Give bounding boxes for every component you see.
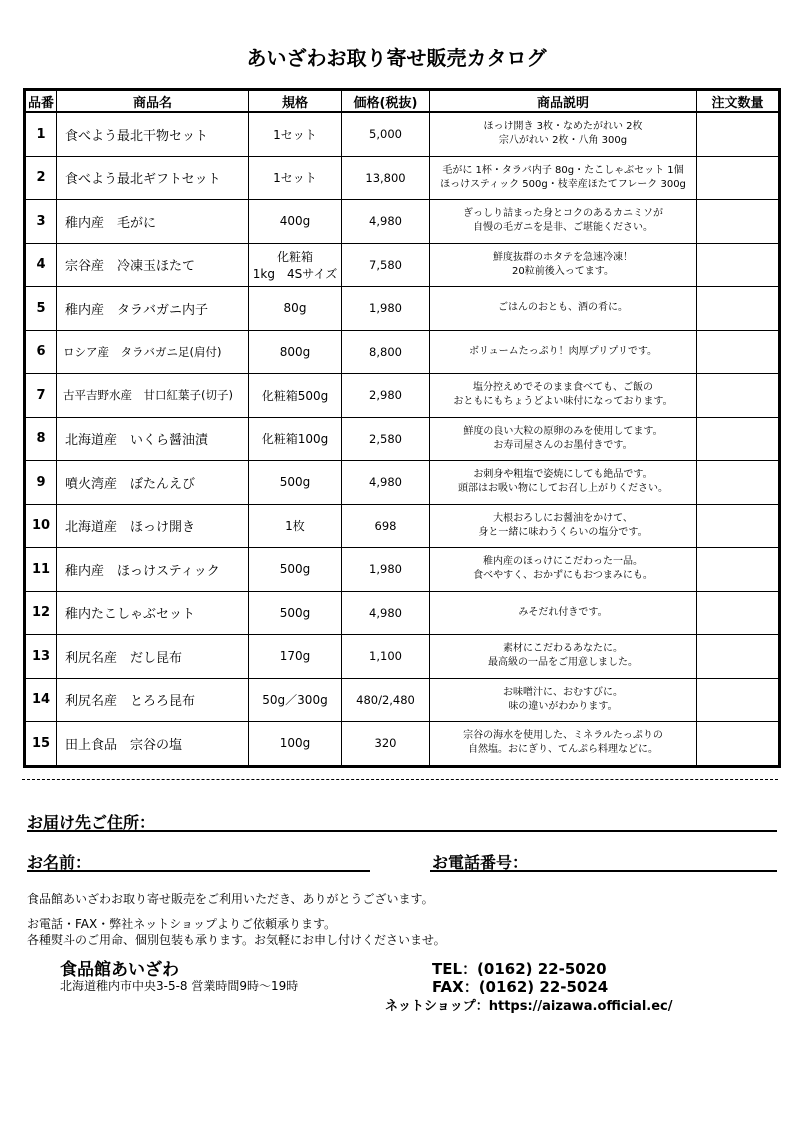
item-name: 北海道産 いくら醤油漬 — [57, 417, 249, 461]
table-row — [25, 200, 780, 244]
item-name: ロシア産 タラバガニ足(肩付) — [57, 330, 249, 374]
item-description — [430, 548, 697, 592]
header-price: 価格(税抜) — [342, 90, 430, 113]
item-description — [430, 243, 697, 287]
header-no: 品番 — [25, 90, 57, 113]
desc-line-1: 素材にこだわるあなたに。 — [503, 643, 623, 655]
product-table — [23, 88, 781, 768]
item-number: 2 — [25, 156, 57, 200]
item-number: 11 — [25, 548, 57, 592]
item-price: 8,800 — [342, 330, 430, 374]
item-spec — [249, 330, 342, 374]
header-spec: 規格 — [249, 90, 342, 113]
desc-line-2: ほっけスティック 500g・枝幸産ほたてフレーク 300g — [440, 178, 686, 190]
spec-line: 化粧箱 — [276, 249, 313, 264]
desc-line-2: 味の違いがわかります。 — [508, 700, 618, 712]
item-number: 6 — [25, 330, 57, 374]
desc-line-1: ボリュームたっぷり！肉厚プリプリです。 — [468, 345, 658, 357]
spec-line: 500g — [279, 605, 311, 620]
item-price: 480/2,480 — [342, 678, 430, 722]
order-quantity-cell[interactable] — [697, 243, 780, 287]
item-spec — [249, 374, 342, 418]
spec-line: 500g — [279, 562, 311, 577]
spec-line: 80g — [283, 301, 307, 316]
item-spec — [249, 461, 342, 505]
desc-line-2: 最高級の一品をご用意しました。 — [488, 657, 638, 669]
item-number: 10 — [25, 504, 57, 548]
item-price: 1,980 — [342, 548, 430, 592]
item-name: 稚内産 ほっけスティック — [57, 548, 249, 592]
item-spec — [249, 156, 342, 200]
order-quantity-cell[interactable] — [697, 112, 780, 156]
table-row — [25, 374, 780, 418]
item-description — [430, 374, 697, 418]
desc-line-2: 自慢の毛ガニを是非、ご堪能ください。 — [473, 222, 653, 234]
order-quantity-cell[interactable] — [697, 374, 780, 418]
desc-line-1: ぎっしり詰まった身とコクのあるカニミソが — [463, 208, 663, 220]
item-spec — [249, 504, 342, 548]
item-description — [430, 461, 697, 505]
item-price: 320 — [342, 722, 430, 767]
item-price: 2,580 — [342, 417, 430, 461]
item-price: 698 — [342, 504, 430, 548]
order-quantity-cell[interactable] — [697, 722, 780, 767]
order-quantity-cell[interactable] — [697, 287, 780, 331]
item-spec — [249, 417, 342, 461]
order-quantity-cell[interactable] — [697, 461, 780, 505]
item-description — [430, 112, 697, 156]
order-quantity-cell[interactable] — [697, 591, 780, 635]
spec-line: 400g — [279, 214, 311, 229]
item-spec — [249, 112, 342, 156]
desc-line-1: ごはんのおとも、酒の肴に。 — [498, 302, 628, 314]
item-number: 1 — [25, 112, 57, 156]
item-description — [430, 722, 697, 767]
phone-label: お電話番号： — [432, 853, 529, 872]
phone-field[interactable] — [430, 870, 777, 872]
item-number: 7 — [25, 374, 57, 418]
table-row — [25, 417, 780, 461]
item-price: 4,980 — [342, 461, 430, 505]
note-thanks: 食品館あいざわお取り寄せ販売をご利用いただき、ありがとうございます。 — [27, 892, 434, 906]
item-name: 利尻名産 だし昆布 — [57, 635, 249, 679]
table-row — [25, 243, 780, 287]
item-spec — [249, 635, 342, 679]
item-spec — [249, 722, 342, 767]
order-quantity-cell[interactable] — [697, 200, 780, 244]
item-name: 稚内産 タラバガニ内子 — [57, 287, 249, 331]
table-row — [25, 722, 780, 767]
item-description — [430, 156, 697, 200]
item-name: 利尻名産 とろろ昆布 — [57, 678, 249, 722]
table-row — [25, 287, 780, 331]
item-name: 田上食品 宗谷の塩 — [57, 722, 249, 767]
table-row — [25, 635, 780, 679]
item-number: 12 — [25, 591, 57, 635]
item-description — [430, 635, 697, 679]
item-name: 食べよう最北ギフトセット — [57, 156, 249, 200]
item-price: 4,980 — [342, 200, 430, 244]
header-name: 商品名 — [57, 90, 249, 113]
order-quantity-cell[interactable] — [697, 504, 780, 548]
item-number: 9 — [25, 461, 57, 505]
desc-line-2: 宗八がれい 2枚・八角 300g — [498, 135, 628, 147]
table-header — [25, 90, 780, 113]
name-label: お名前： — [27, 853, 92, 872]
table-row — [25, 548, 780, 592]
desc-line-2: お寿司屋さんのお墨付きです。 — [493, 439, 633, 451]
item-spec — [249, 243, 342, 287]
item-description — [430, 504, 697, 548]
spec-line: 化粧箱100g — [261, 432, 329, 447]
table-row — [25, 156, 780, 200]
item-description — [430, 417, 697, 461]
item-number: 3 — [25, 200, 57, 244]
spec-line: 化粧箱500g — [261, 388, 329, 403]
desc-line-1: お味噌汁に、おむすびに。 — [503, 686, 623, 698]
desc-line-2: 頭部はお吸い物にしてお召し上がりください。 — [458, 483, 668, 495]
item-name: 稚内産 毛がに — [57, 200, 249, 244]
item-description — [430, 591, 697, 635]
desc-line-1: お刺身や粗塩で姿焼にしても絶品です。 — [473, 469, 653, 481]
order-quantity-cell[interactable] — [697, 156, 780, 200]
item-price: 2,980 — [342, 374, 430, 418]
item-description — [430, 287, 697, 331]
shop-address: 北海道稚内市中央3-5-8 営業時間9時～19時 — [60, 979, 299, 993]
shop-fax: FAX：(0162) 22-5024 — [432, 978, 609, 996]
spec-line: 1セット — [273, 171, 317, 186]
spec-line: 100g — [279, 736, 311, 751]
table-row — [25, 591, 780, 635]
item-name: 噴火湾産 ぼたんえび — [57, 461, 249, 505]
name-field[interactable] — [27, 870, 370, 872]
item-number: 14 — [25, 678, 57, 722]
order-quantity-cell[interactable] — [697, 678, 780, 722]
desc-line-1: 塩分控えめでそのまま食べても、ご飯の — [473, 382, 653, 394]
item-number: 5 — [25, 287, 57, 331]
spec-line-2: 1kg 4Sサイズ — [252, 266, 338, 281]
cut-line — [22, 779, 778, 780]
item-spec — [249, 591, 342, 635]
item-price: 13,800 — [342, 156, 430, 200]
item-spec — [249, 678, 342, 722]
item-spec — [249, 200, 342, 244]
item-description — [430, 200, 697, 244]
desc-line-2: 20粒前後入ってます。 — [512, 265, 614, 277]
desc-line-2: 身と一緒に味わうくらいの塩分です。 — [478, 526, 648, 538]
item-price: 5,000 — [342, 112, 430, 156]
page-title: あいざわお取り寄せ販売カタログ — [246, 46, 547, 70]
table-row — [25, 504, 780, 548]
order-quantity-cell[interactable] — [697, 548, 780, 592]
desc-line-1: ほっけ開き 3枚・なめたがれい 2枚 — [483, 121, 643, 133]
item-spec — [249, 287, 342, 331]
header-qty: 注文数量 — [697, 90, 780, 113]
note-wrapping: 各種熨斗のご用命、個別包装も承ります。お気軽にお申し付けくださいませ。 — [27, 933, 446, 947]
item-name: 古平吉野水産 甘口紅葉子(切子) — [57, 374, 249, 418]
desc-line-1: 毛がに 1杯・タラバ内子 80g・たこしゃぶセット 1個 — [442, 164, 684, 176]
spec-line: 50g／300g — [262, 693, 328, 708]
spec-line: 1セット — [273, 127, 317, 142]
item-price: 1,100 — [342, 635, 430, 679]
item-name: 北海道産 ほっけ開き — [57, 504, 249, 548]
item-name: 宗谷産 冷凍玉ほたて — [57, 243, 249, 287]
shop-name: 食品館あいざわ — [60, 960, 179, 980]
item-price: 4,980 — [342, 591, 430, 635]
item-number: 15 — [25, 722, 57, 767]
item-number: 13 — [25, 635, 57, 679]
desc-line-1: 宗谷の海水を使用した、ミネラルたっぷりの — [463, 730, 663, 742]
spec-line: 1枚 — [285, 519, 305, 534]
address-label: お届け先ご住所： — [27, 813, 156, 832]
item-name: 稚内たこしゃぶセット — [57, 591, 249, 635]
address-field[interactable] — [27, 830, 777, 832]
note-order: お電話・FAX・弊社ネットショップよりご依頼承ります。 — [27, 917, 337, 931]
order-quantity-cell[interactable] — [697, 635, 780, 679]
desc-line-1: 大根おろしにお醤油をかけて、 — [493, 512, 633, 524]
shop-website[interactable]: ネットショップ：https://aizawa.official.ec/ — [385, 999, 673, 1014]
item-description — [430, 330, 697, 374]
table-row — [25, 678, 780, 722]
spec-line: 800g — [279, 344, 311, 359]
item-name: 食べよう最北干物セット — [57, 112, 249, 156]
desc-line-1: みそだれ付きです。 — [518, 606, 608, 618]
item-number: 4 — [25, 243, 57, 287]
spec-line: 500g — [279, 475, 311, 490]
header-desc: 商品説明 — [430, 90, 697, 113]
table-row — [25, 112, 780, 156]
spec-line: 170g — [279, 649, 311, 664]
table-row — [25, 330, 780, 374]
item-spec — [249, 548, 342, 592]
desc-line-1: 稚内産のほっけにこだわった一品。 — [483, 556, 643, 568]
shop-tel: TEL：(0162) 22-5020 — [432, 960, 607, 978]
item-price: 7,580 — [342, 243, 430, 287]
item-number: 8 — [25, 417, 57, 461]
order-quantity-cell[interactable] — [697, 417, 780, 461]
table-row — [25, 461, 780, 505]
order-quantity-cell[interactable] — [697, 330, 780, 374]
desc-line-2: 自然塩。おにぎり、てんぷら料理などに。 — [468, 744, 658, 756]
desc-line-2: 食べやすく、おかずにもおつまみにも。 — [473, 570, 653, 582]
desc-line-2: おともにもちょうどよい味付になっております。 — [453, 396, 673, 408]
item-description — [430, 678, 697, 722]
item-price: 1,980 — [342, 287, 430, 331]
desc-line-1: 鮮度抜群のホタテを急速冷凍！ — [493, 251, 633, 263]
desc-line-1: 鮮度の良い大粒の原卵のみを使用してます。 — [463, 425, 663, 437]
